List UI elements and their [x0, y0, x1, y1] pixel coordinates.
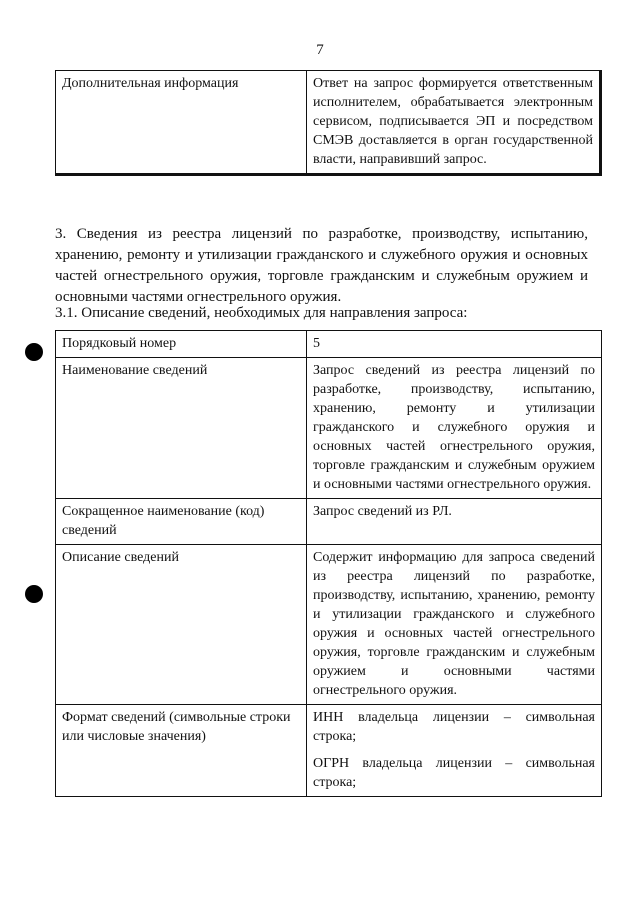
- row-label-serial-number: Порядковый номер: [56, 331, 307, 358]
- row-label-description: Описание сведений: [56, 545, 307, 705]
- section-3-heading: 3. Сведения из реестра лицензий по разработке, производству, испытанию, хранению, ремонту и утилизации гражданского и служебного оружия и основных частей огнестрельного оружия, торговле гражданским и служебным оружием и основными частями огнестрельного оружия.: [55, 226, 588, 305]
- row-value-info-name: Запрос сведений из реестра лицензий по разработке, производству, испытанию, хранению, ремонту и утилизации гражданского и служебного оружия и основных частей огнестрельного оружия, торговле гражданским и служебным оружием и основными частями огнестрельного оружия.: [307, 358, 602, 499]
- subsection-3-1-title: 3.1. Описание сведений, необходимых для направления запроса:: [55, 305, 468, 321]
- additional-info-table: [55, 70, 602, 176]
- row-label-short-name: Сокращенное наименование (код) сведений: [56, 499, 307, 545]
- table-row: [56, 331, 602, 358]
- table-row: [56, 545, 602, 705]
- row-value-short-name: Запрос сведений из РЛ.: [307, 499, 602, 545]
- row-label-info-name: Наименование сведений: [56, 358, 307, 499]
- format-value-ogrn: ОГРН владельца лицензии – символьная строка;: [313, 756, 595, 790]
- page-number: 7: [316, 42, 324, 58]
- format-value-inn: ИНН владельца лицензии – символьная строка;: [313, 710, 595, 744]
- table-row: [56, 71, 601, 175]
- table-row: [56, 705, 602, 797]
- row-value-description: Содержит информацию для запроса сведений из реестра лицензий по разработке, производству, испытанию, хранению, ремонту и утилизации гражданского и служебного оружия и основных частей огнестрельного оружия, торговле гражданским и служебным оружием и основными частями огнестрельного оружия.: [307, 545, 602, 705]
- punch-hole-mark: [25, 343, 43, 361]
- row-value-format: [307, 705, 602, 797]
- punch-hole-mark: [25, 585, 43, 603]
- row-value-serial-number: 5: [307, 331, 602, 358]
- table-row: [56, 499, 602, 545]
- row-label-format: Формат сведений (символьные строки или числовые значения): [56, 705, 307, 797]
- additional-info-value: Ответ на запрос формируется ответственным исполнителем, обрабатывается электронным сервисом, подписывается ЭП и посредством СМЭВ доставляется в орган государственной власти, направивший запрос.: [307, 71, 601, 175]
- table-row: [56, 358, 602, 499]
- additional-info-label: Дополнительная информация: [56, 71, 307, 175]
- request-description-table: [55, 330, 602, 797]
